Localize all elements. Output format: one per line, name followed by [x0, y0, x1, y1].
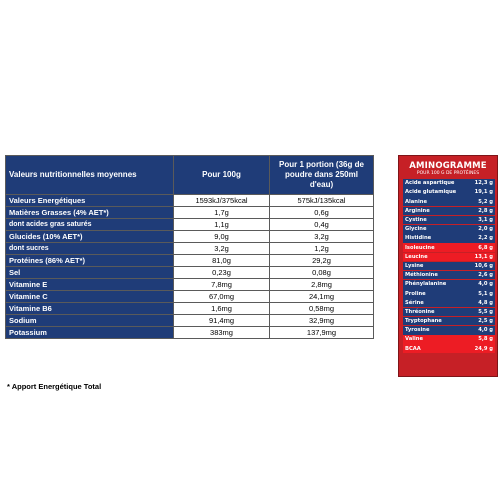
amino-value: 5,1 g	[478, 290, 493, 297]
amino-name: Méthionine	[405, 272, 438, 279]
row-label: Valeurs Energétiques	[6, 195, 174, 207]
amino-row	[403, 188, 495, 197]
row-per-portion: 24,1mg	[270, 291, 374, 303]
row-per100: 1,1g	[174, 219, 270, 231]
amino-row	[403, 216, 495, 225]
amino-name: Histidine	[405, 235, 432, 242]
amino-value: 2,8 g	[478, 207, 493, 214]
amino-row	[403, 234, 495, 243]
amino-row	[403, 197, 495, 206]
row-per-portion: 32,9mg	[270, 315, 374, 327]
amino-value: 5,5 g	[478, 308, 493, 315]
table-row	[6, 219, 374, 231]
aminogramme-list	[403, 179, 495, 354]
amino-name: Phénylalanine	[405, 281, 447, 288]
amino-row-highlighted	[403, 253, 495, 262]
row-per100: 0,23g	[174, 267, 270, 279]
amino-value: 24,9 g	[474, 345, 493, 352]
amino-value: 2,5 g	[478, 318, 493, 325]
row-label: Sel	[6, 267, 174, 279]
table-row	[6, 207, 374, 219]
amino-name: Leucine	[405, 253, 428, 260]
row-label: Protéines (86% AET*)	[6, 255, 174, 267]
table-row	[6, 279, 374, 291]
table-row-highlighted	[6, 255, 374, 267]
row-per100: 1593kJ/375kcal	[174, 195, 270, 207]
amino-name: Sérine	[405, 299, 424, 306]
table-row	[6, 243, 374, 255]
amino-value: 3,1 g	[478, 217, 493, 224]
amino-row	[403, 280, 495, 289]
amino-name: Tryptophane	[405, 318, 442, 325]
amino-value: 4,0 g	[478, 327, 493, 334]
nutrition-table-header	[6, 156, 374, 195]
row-per-portion: 1,2g	[270, 243, 374, 255]
row-label: dont sucres	[6, 243, 174, 255]
amino-row	[403, 298, 495, 307]
row-per100: 1,7g	[174, 207, 270, 219]
nutrition-table	[5, 155, 374, 339]
amino-value: 10,6 g	[474, 262, 493, 269]
header-per100: Pour 100g	[174, 156, 270, 195]
amino-row	[403, 271, 495, 280]
row-per100: 9,0g	[174, 231, 270, 243]
row-per100: 91,4mg	[174, 315, 270, 327]
row-per-portion: 0,58mg	[270, 303, 374, 315]
amino-row-highlighted	[403, 243, 495, 252]
amino-row	[403, 317, 495, 326]
amino-name: Lysine	[405, 262, 424, 269]
row-label: Glucides (10% AET*)	[6, 231, 174, 243]
amino-name: BCAA	[405, 345, 421, 352]
amino-name: Tyrosine	[405, 327, 430, 334]
row-per100: 7,8mg	[174, 279, 270, 291]
amino-row	[403, 207, 495, 216]
aminogramme-subtitle: POUR 100 G DE PROTÉINES	[416, 171, 480, 176]
amino-value: 5,8 g	[478, 336, 493, 343]
amino-value: 12,3 g	[474, 180, 493, 187]
amino-value: 6,8 g	[478, 244, 493, 251]
table-row	[6, 291, 374, 303]
row-label: dont acides gras saturés	[6, 219, 174, 231]
row-label: Potassium	[6, 327, 174, 339]
amino-name: Arginine	[405, 207, 430, 214]
amino-row-highlighted	[403, 344, 495, 353]
header-label: Valeurs nutritionnelles moyennes	[6, 156, 174, 195]
aminogramme-panel	[398, 155, 498, 377]
row-label: Vitamine E	[6, 279, 174, 291]
table-row	[6, 267, 374, 279]
amino-value: 4,0 g	[478, 281, 493, 288]
amino-name: Acide aspartique	[405, 180, 455, 187]
amino-row	[403, 225, 495, 234]
table-row	[6, 231, 374, 243]
row-per100: 81,0g	[174, 255, 270, 267]
amino-name: Alanine	[405, 198, 427, 205]
amino-name: Acide glutamique	[405, 189, 457, 196]
row-label: Vitamine B6	[6, 303, 174, 315]
amino-value: 13,1 g	[474, 253, 493, 260]
amino-row	[403, 308, 495, 317]
amino-name: Glycine	[405, 226, 427, 233]
amino-name: Proline	[405, 290, 426, 297]
row-per-portion: 575kJ/135kcal	[270, 195, 374, 207]
row-label: Sodium	[6, 315, 174, 327]
row-per100: 67,0mg	[174, 291, 270, 303]
amino-value: 4,8 g	[478, 299, 493, 306]
amino-name: Valine	[405, 336, 423, 343]
row-per100: 3,2g	[174, 243, 270, 255]
table-row	[6, 327, 374, 339]
amino-name: Isoleucine	[405, 244, 435, 251]
amino-row	[403, 262, 495, 271]
row-label: Vitamine C	[6, 291, 174, 303]
row-per100: 383mg	[174, 327, 270, 339]
aminogramme-title: AMINOGRAMME	[409, 161, 487, 171]
amino-row	[403, 289, 495, 298]
row-per-portion: 0,6g	[270, 207, 374, 219]
row-per-portion: 0,08g	[270, 267, 374, 279]
row-per-portion: 0,4g	[270, 219, 374, 231]
amino-value: 5,2 g	[478, 198, 493, 205]
row-per-portion: 137,9mg	[270, 327, 374, 339]
amino-row-highlighted	[403, 335, 495, 344]
amino-value: 2,6 g	[478, 272, 493, 279]
row-per-portion: 29,2g	[270, 255, 374, 267]
table-row	[6, 315, 374, 327]
row-per100: 1,6mg	[174, 303, 270, 315]
table-row	[6, 303, 374, 315]
amino-value: 19,1 g	[474, 189, 493, 196]
amino-row	[403, 179, 495, 188]
footnote: * Apport Energétique Total	[7, 382, 102, 391]
amino-name: Cystine	[405, 217, 427, 224]
row-per-portion: 3,2g	[270, 231, 374, 243]
amino-row	[403, 326, 495, 335]
amino-name: Thréonine	[405, 308, 435, 315]
amino-value: 2,2 g	[478, 235, 493, 242]
table-row	[6, 195, 374, 207]
row-per-portion: 2,8mg	[270, 279, 374, 291]
amino-value: 2,0 g	[478, 226, 493, 233]
header-per-portion: Pour 1 portion (36g de poudre dans 250ml d'eau)	[270, 156, 374, 195]
row-label: Matières Grasses (4% AET*)	[6, 207, 174, 219]
